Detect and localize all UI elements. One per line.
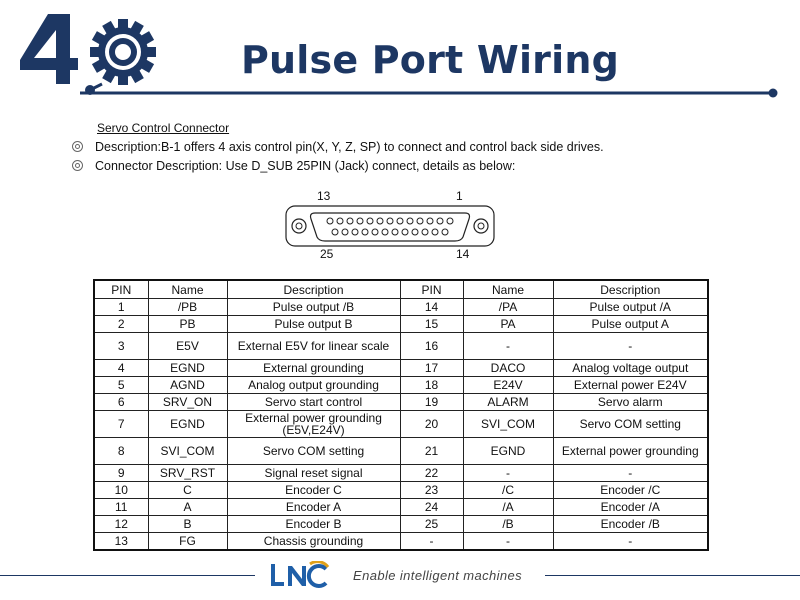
table-cell: - [463, 465, 553, 482]
connector-pin-hole [357, 218, 363, 224]
pin-assignment-table [93, 279, 709, 551]
table-cell: ALARM [463, 394, 553, 411]
table-cell: Encoder /B [553, 516, 708, 533]
pin-label-bottom-left: 25 [320, 247, 334, 261]
footer-tagline: Enable intelligent machines [353, 568, 523, 583]
connector-pin-hole [332, 229, 338, 235]
connector-pin-hole [412, 229, 418, 235]
table-cell: C [148, 482, 227, 499]
footer-divider-left [0, 575, 255, 576]
table-cell: 23 [400, 482, 463, 499]
connector-pin-hole [432, 229, 438, 235]
connector-pin-hole [347, 218, 353, 224]
table-cell: SVI_COM [463, 411, 553, 438]
connector-pin-hole [382, 229, 388, 235]
table-cell: External power grounding (E5V,E24V) [227, 411, 400, 438]
table-cell: External E5V for linear scale [227, 333, 400, 360]
table-cell: Chassis grounding [227, 533, 400, 550]
table-row [94, 465, 708, 482]
column-header: Name [148, 280, 227, 299]
table-cell: 9 [94, 465, 148, 482]
table-cell: /B [463, 516, 553, 533]
table-cell: 3 [94, 333, 148, 360]
table-cell: Pulse output /A [553, 299, 708, 316]
table-cell: AGND [148, 377, 227, 394]
table-row [94, 533, 708, 550]
table-cell: 7 [94, 411, 148, 438]
connector-pin-hole [337, 218, 343, 224]
footer-divider-right [545, 575, 800, 576]
pin-label-top-right: 1 [456, 189, 463, 203]
table-cell: A [148, 499, 227, 516]
table-cell: 10 [94, 482, 148, 499]
table-cell: External power E24V [553, 377, 708, 394]
connector-pin-hole [372, 229, 378, 235]
table-cell: 20 [400, 411, 463, 438]
table-cell: /A [463, 499, 553, 516]
table-cell: 5 [94, 377, 148, 394]
connector-pin-hole [392, 229, 398, 235]
table-cell: 4 [94, 360, 148, 377]
table-cell: Encoder A [227, 499, 400, 516]
table-cell: Encoder C [227, 482, 400, 499]
table-cell: - [463, 333, 553, 360]
table-cell: Analog output grounding [227, 377, 400, 394]
table-cell: 14 [400, 299, 463, 316]
lnc-brand-logo [268, 561, 332, 591]
table-cell: Encoder /A [553, 499, 708, 516]
table-cell: Servo COM setting [553, 411, 708, 438]
table-cell: 25 [400, 516, 463, 533]
connector-pin-hole [417, 218, 423, 224]
table-cell: 24 [400, 499, 463, 516]
table-cell: Encoder /C [553, 482, 708, 499]
table-cell: External grounding [227, 360, 400, 377]
table-cell: 8 [94, 438, 148, 465]
connector-description-line [72, 159, 515, 173]
table-cell: - [400, 533, 463, 550]
table-cell: 2 [94, 316, 148, 333]
pin-label-top-left: 13 [317, 189, 331, 203]
table-cell: FG [148, 533, 227, 550]
column-header: PIN [94, 280, 148, 299]
table-row [94, 360, 708, 377]
table-cell: SRV_ON [148, 394, 227, 411]
table-cell: /C [463, 482, 553, 499]
connector-pin-hole [327, 218, 333, 224]
table-row [94, 411, 708, 438]
connector-pin-hole [442, 229, 448, 235]
description-line [72, 140, 604, 154]
table-cell: 6 [94, 394, 148, 411]
connector-description-text: Connector Description: Use D_SUB 25PIN (Jack) connect, details as below: [95, 159, 516, 173]
table-cell: 16 [400, 333, 463, 360]
connector-pin-hole [397, 218, 403, 224]
connector-pin-hole [402, 229, 408, 235]
page-title: Pulse Port Wiring [240, 38, 619, 82]
column-header: Description [553, 280, 708, 299]
table-cell: 12 [94, 516, 148, 533]
table-cell: - [553, 333, 708, 360]
table-cell: DACO [463, 360, 553, 377]
connector-pin-hole [437, 218, 443, 224]
title-underline [80, 88, 780, 98]
connector-pin-hole [447, 218, 453, 224]
connector-pin-hole [362, 229, 368, 235]
table-cell: 18 [400, 377, 463, 394]
table-cell: Servo COM setting [227, 438, 400, 465]
table-row [94, 377, 708, 394]
table-row [94, 316, 708, 333]
table-row [94, 438, 708, 465]
table-row [94, 333, 708, 360]
description-text: Description:B-1 offers 4 axis control pin(X, Y, Z, SP) to connect and control back side drives. [95, 140, 604, 154]
table-cell: 1 [94, 299, 148, 316]
connector-pin-hole [377, 218, 383, 224]
column-header: Description [227, 280, 400, 299]
table-cell: 19 [400, 394, 463, 411]
table-cell: EGND [148, 360, 227, 377]
table-cell: PB [148, 316, 227, 333]
table-cell: B [148, 516, 227, 533]
section-label: Servo Control Connector [97, 121, 230, 135]
bullet-icon [72, 141, 83, 152]
pin-label-bottom-right: 14 [456, 247, 470, 261]
connector-pin-hole [407, 218, 413, 224]
table-cell: EGND [148, 411, 227, 438]
table-cell: E5V [148, 333, 227, 360]
table-row [94, 299, 708, 316]
bullet-icon [72, 160, 83, 171]
table-cell: Servo start control [227, 394, 400, 411]
table-cell: 22 [400, 465, 463, 482]
connector-pin-hole [422, 229, 428, 235]
table-row [94, 516, 708, 533]
table-cell: Pulse output A [553, 316, 708, 333]
table-cell: EGND [463, 438, 553, 465]
table-cell: Encoder B [227, 516, 400, 533]
table-cell: SRV_RST [148, 465, 227, 482]
table-cell: Servo alarm [553, 394, 708, 411]
table-row [94, 482, 708, 499]
connector-pin-hole [342, 229, 348, 235]
table-cell: PA [463, 316, 553, 333]
table-header-row [94, 280, 708, 299]
table-cell: 15 [400, 316, 463, 333]
column-header: PIN [400, 280, 463, 299]
table-cell: Pulse output B [227, 316, 400, 333]
dsub-25-connector-diagram [285, 205, 495, 247]
connector-pin-hole [387, 218, 393, 224]
table-cell: - [553, 533, 708, 550]
connector-pin-hole [367, 218, 373, 224]
table-cell: /PB [148, 299, 227, 316]
table-row [94, 394, 708, 411]
table-cell: Analog voltage output [553, 360, 708, 377]
table-cell: 11 [94, 499, 148, 516]
table-row [94, 499, 708, 516]
table-cell: - [463, 533, 553, 550]
table-cell: Pulse output /B [227, 299, 400, 316]
table-cell: External power grounding [553, 438, 708, 465]
table-cell: 17 [400, 360, 463, 377]
table-cell: SVI_COM [148, 438, 227, 465]
table-cell: - [553, 465, 708, 482]
table-cell: 13 [94, 533, 148, 550]
table-cell: Signal reset signal [227, 465, 400, 482]
table-cell: /PA [463, 299, 553, 316]
table-cell: 21 [400, 438, 463, 465]
column-header: Name [463, 280, 553, 299]
connector-pin-hole [427, 218, 433, 224]
connector-pin-hole [352, 229, 358, 235]
table-cell: E24V [463, 377, 553, 394]
